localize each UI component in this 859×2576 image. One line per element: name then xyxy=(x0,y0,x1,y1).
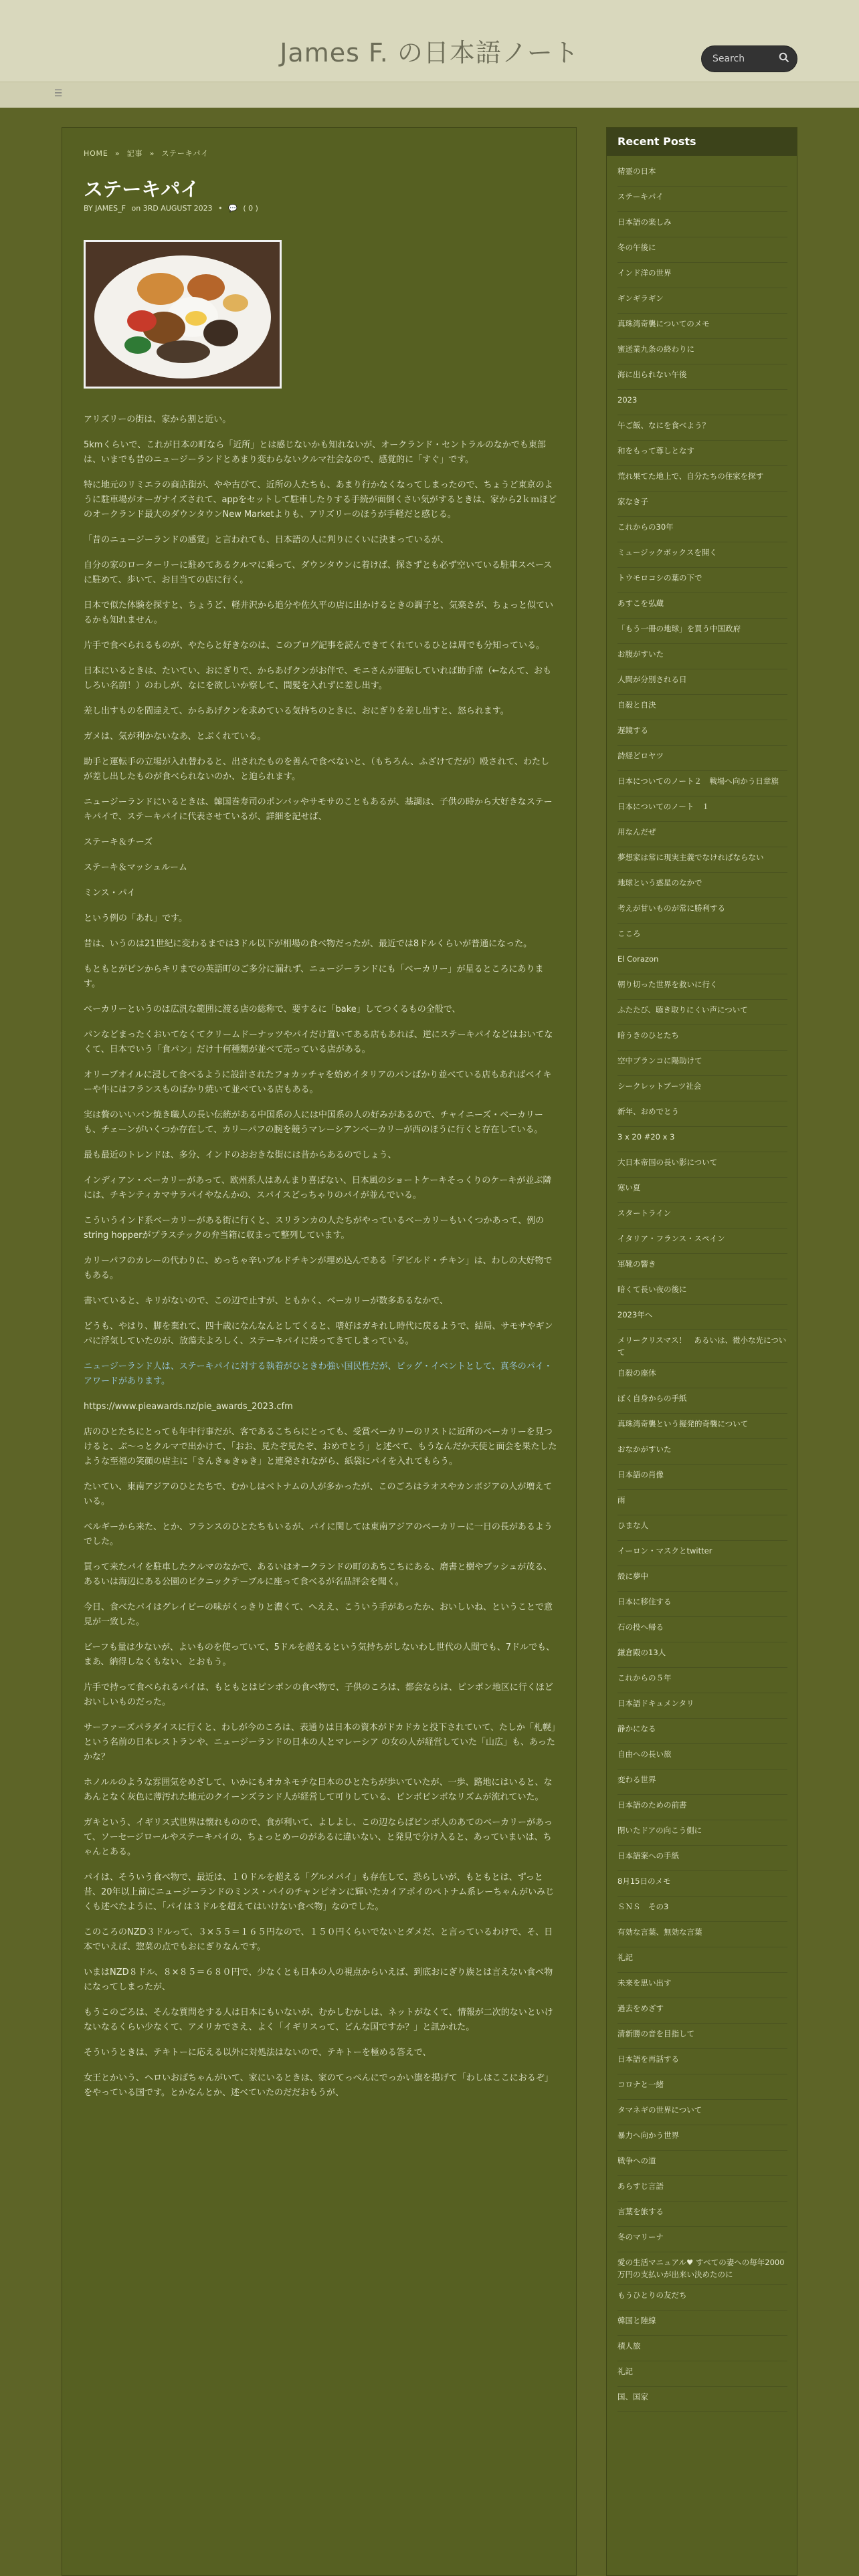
breadcrumb-separator: » xyxy=(114,149,120,158)
sidebar-item[interactable]: ふたたび、聴き取りにくい声について xyxy=(617,1000,787,1025)
sidebar-item[interactable]: 殻に夢中 xyxy=(617,1566,787,1592)
sidebar-item[interactable]: 「もう一冊の地球」を買う中国政府 xyxy=(617,619,787,644)
sidebar-item[interactable]: 自由への長い旅 xyxy=(617,1744,787,1769)
sidebar-item[interactable]: 過去をめざす xyxy=(617,1998,787,2024)
sidebar-item[interactable]: 雨 xyxy=(617,1490,787,1515)
post-date: on 3RD AUGUST 2023 xyxy=(131,204,213,213)
sidebar-item[interactable]: 愛の生活マニュアル♥ すべての妻への毎年2000万円の支払いが出来い決めたのに xyxy=(617,2252,787,2285)
site-title[interactable]: James F. の日本語ノート xyxy=(280,38,579,68)
paragraph: ミンス・パイ xyxy=(84,888,136,898)
sidebar-item[interactable]: 変わる世界 xyxy=(617,1769,787,1795)
paragraph: ビーフも量は少ないが、よいものを使っていて、5ドルを超えるという気持ちがしないわし世代の人間でも、7ドルでも、まあ、納得しなくもない、とおもう。 xyxy=(84,1642,555,1667)
paragraph: そういうときは、テキトーに応える以外に対処法はないので、テキトーを極める答えで、 xyxy=(84,2048,432,2058)
sidebar-title-text: Recent Posts xyxy=(617,135,696,148)
sidebar-item[interactable]: トウモロコシの葉の下で xyxy=(617,568,787,593)
sidebar-item[interactable]: これからの５年 xyxy=(617,1668,787,1693)
sidebar-item[interactable]: ＳＮＳ その3 xyxy=(617,1897,787,1922)
recent-posts-list xyxy=(617,161,787,2412)
paragraph: ガキという、イギリス式世界は懐れものので、食が利いて、よしよし、この辺ならばピンボ人のあてのベーカリーがあって、ソーセージロールやステーキパイの、ちょっとめーのがあるに違いない、と発見で分け入ると、あっていまいは、ちゃんとある。 xyxy=(84,1818,553,1857)
sidebar-item[interactable]: 自殺と自決 xyxy=(617,695,787,720)
sidebar-item[interactable]: 家なき子 xyxy=(617,492,787,517)
sidebar-item[interactable]: ひまな人 xyxy=(617,1515,787,1541)
paragraph: 特に地元のリミエラの商店街が、やや古びて、近所の人たちも、あまり行かなくなってしまったので、ちょうど東京のように駐車場がオーガナイズされて、appをセットして駐車したりする手続が面倒くさい気がするときは、家から2ｋｍほどのオークランド最大のダウンタウンNew Marketよりも、アリズリーのほうが手軽だと感じる。 xyxy=(84,480,557,520)
sidebar-item[interactable]: 人間が分別される日 xyxy=(617,669,787,695)
paragraph: たいてい、東南アジアのひとたちで、むかしはベトナムの人が多かったが、このごろはラオスやカンボジアの人が増えている。 xyxy=(84,1482,553,1507)
sidebar-item[interactable]: ぼく自身からの手紙 xyxy=(617,1388,787,1414)
paragraph: 書いていると、キリがないので、この辺で止すが、ともかく、ベーカリーが数多あるなかで、 xyxy=(84,1296,448,1306)
sidebar-item[interactable]: 午ご飯、なにを食べよう？ xyxy=(617,415,787,441)
search-icon[interactable] xyxy=(778,51,790,64)
paragraph: 差し出すものを間違えて、からあげクンを求めている気持ちのときに、おにぎりを差し出すと、怒られます。 xyxy=(84,706,509,716)
sidebar-item[interactable]: 蜜送業九条の終わりに xyxy=(617,339,787,364)
post-body xyxy=(84,413,557,2111)
paragraph: 昔は、いうのは21世紀に変わるまでは3ドル以下が相場の食べ物だったが、最近では8ドルくらいが普通になった。 xyxy=(84,939,533,949)
site-header xyxy=(0,0,859,108)
sidebar-item[interactable]: 暴力へ向かう世界 xyxy=(617,2125,787,2151)
sidebar-item[interactable]: 暗うきのひとたち xyxy=(617,1025,787,1051)
sidebar-item[interactable]: 日本についてのノート １ xyxy=(617,796,787,822)
breadcrumb-separator: » xyxy=(149,149,155,158)
sidebar-item[interactable]: スタートライン xyxy=(617,1203,787,1228)
paragraph: という例の「あれ」です。 xyxy=(84,914,187,924)
paragraph: カリーパフのカレーの代わりに、めっちゃ辛いブルドチキンが埋め込んである「デビルド・チキン」は、わしの大好物でもある。 xyxy=(84,1256,553,1281)
sidebar-item[interactable]: もうひとりの友だち xyxy=(617,2285,787,2311)
breadcrumb xyxy=(84,148,213,158)
sidebar-item[interactable]: おなかがすいた xyxy=(617,1439,787,1465)
sidebar-item[interactable]: 有効な言葉、無効な言葉 xyxy=(617,1922,787,1947)
sidebar-item[interactable]: 真珠湾奇襲についてのメモ xyxy=(617,314,787,339)
paragraph: 自分の家のローターリーに駐めてあるクルマに乗って、ダウンタウンに着けば、探さずとも必ず空いている駐車スペースに駐めて、歩いて、お目当ての店に行く。 xyxy=(84,560,553,585)
sidebar-item[interactable]: 日本語を再話する xyxy=(617,2049,787,2074)
comment-count[interactable]: ( 0 ) xyxy=(243,204,258,213)
paragraph: オリーブオイルに浸して食べるように設計されたフォカッチャを始めイタリアのパンばかり並べている店もあればベイキーや牛にはフランスものばかり焼いて並べている店もある。 xyxy=(84,1070,552,1095)
paragraph: 日本で似た体験を探すと、ちょうど、軽井沢から追分や佐久平の店に出かけるときの調子と、気楽さが、ちょっと似ているかも知れません。 xyxy=(84,601,554,625)
sidebar-item[interactable]: ミュージックボックスを開く xyxy=(617,542,787,568)
comment-icon: 💬 xyxy=(228,204,237,213)
sidebar-item[interactable]: 用なんだぜ xyxy=(617,822,787,847)
post-title: ステーキパイ xyxy=(84,178,200,201)
sidebar-item[interactable]: 閉いたドアの向こう側に xyxy=(617,1820,787,1846)
sidebar-item[interactable]: 言葉を旅する xyxy=(617,2202,787,2227)
breadcrumb-current: ステーキパイ xyxy=(161,149,209,158)
sidebar-item[interactable]: El Corazon xyxy=(617,949,787,974)
meta-separator: • xyxy=(218,204,223,213)
sidebar-item[interactable]: ステーキパイ xyxy=(617,187,787,212)
sidebar-item[interactable]: 暗くて長い夜の後に xyxy=(617,1279,787,1305)
post-image xyxy=(84,240,282,389)
sidebar-item[interactable]: 軍靴の響き xyxy=(617,1254,787,1279)
paragraph: ガメは、気が利かないなあ、とぶくれている。 xyxy=(84,732,266,742)
paragraph: 買って来たパイを駐車したクルマのなかで、あるいはオークランドの町のあちこちにある、磨書と樹やブッシュが茂る、あるいは海辺にある公園のピクニックテーブルに座って食べるが名品評会を聞く。 xyxy=(84,1562,553,1587)
paragraph: 店のひとたちにとっても年中行事だが、客であるこちらにとっても、受賞ベーカリーのリストに近所のベーカリーを見つけると、ぶ～っとクルマで出かけて、「おお、見たぞ見たぞ、おめでとう」と述べて、もうなんだか天使と面会を果たしたような至福の笑顔の店主に「さんきゅきゅき」と連発されながら、紙袋にパイを入れてもらう。 xyxy=(84,1427,557,1467)
paragraph: ホノルルのような雰囲気をめざして、いかにもオカネモチな日本のひとたちが歩いていたが、一歩、路地にはいると、なあんとなく灰色に薄汚れた地元のクイーンズランド人が経営して可りしている、ピンボピンボなリズムが流れていた。 xyxy=(84,1778,553,1802)
sidebar-item[interactable]: 寒い夏 xyxy=(617,1178,787,1203)
sidebar-item[interactable]: 礼記 xyxy=(617,2361,787,2387)
paragraph: もうこのごろは、そんな質問をする人は日本にもいないが、むかしむかしは、ネットがなくて、情報が二次的ないといけないなるくらい少なくて、アメリカでさえ、よく「イギリスって、どんな国ですか？」と訊かれた。 xyxy=(84,2008,553,2032)
paragraph: 片手で持って食べられるパイは、もともとはピンポンの食べ物で、子供のころは、都会ならは、ピンポン地区に行くほどおいしいものだった。 xyxy=(84,1683,553,1707)
sidebar-item[interactable]: 海に出られない午後 xyxy=(617,364,787,390)
paragraph: 5kmくらいで、これが日本の町なら「近所」とは感じないかも知れないが、オークランド・セントラルのなかでも東部は、いまでも昔のニュージーランドとあまり変わらないクルマ社会なので、感覚的に「すぐ」です。 xyxy=(84,440,546,465)
sidebar-item[interactable]: 地球という惑星のなかで xyxy=(617,873,787,898)
post-meta xyxy=(84,204,262,213)
sidebar-item[interactable]: 韓国と陸線 xyxy=(617,2311,787,2336)
sidebar-item[interactable]: あらすじ言語 xyxy=(617,2176,787,2202)
paragraph: パイは、そういう食べ物で、最近は、１０ドルを超える「グルメパイ」も存在して、恐らしいが、もともとは、ずっと昔、20年以上前にニュージーランドのミンス・パイのチャンピオンに輝いたカイアポイのペトナム系レーちゃんがいみじくも述べたように、「パイは３ドルを超えてはいけない食べ物」なのでした。 xyxy=(84,1872,555,1912)
sidebar-item[interactable]: 清新勝の音を目指して xyxy=(617,2024,787,2049)
paragraph: ベーカリーというのは広汎な範囲に渡る店の総称で、要するに「bake」してつくるもの全般で、 xyxy=(84,1004,461,1014)
sidebar-item[interactable]: これからの30年 xyxy=(617,517,787,542)
sidebar-item[interactable]: 冬の午後に xyxy=(617,237,787,263)
breadcrumb-home[interactable]: HOME xyxy=(84,149,108,158)
paragraph: ベルギーから来た、とか、フランスのひとたちもいるが、パイに関しては東南アジアのベーカリーに一日の長があるようでした。 xyxy=(84,1522,553,1547)
sidebar-item[interactable]: シークレットブーツ社会 xyxy=(617,1076,787,1101)
paragraph: 「昔のニュージーランドの感覚」と言われても、日本語の人に判りにくいに決まっているが、 xyxy=(84,535,449,545)
post-content xyxy=(62,127,577,2576)
search-input[interactable]: Search xyxy=(712,53,745,64)
search-box[interactable] xyxy=(701,45,797,72)
paragraph: このころのNZD３ドルって、３×５５＝１６５円なので、１５０円くらいでないとダメだ、と言っているわけで、そ、日本でいえば、惣菜の点でもおにぎりなんです。 xyxy=(84,1927,553,1952)
paragraph: こういうインド系ベーカリーがある街に行くと、スリランカの人たちがやっているベーカリーもいくつかあって、例のstring hopperがプラスチックの弁当箱に収まって整列しています。 xyxy=(84,1216,545,1241)
sidebar-item[interactable]: 冬のマリーナ xyxy=(617,2227,787,2252)
paragraph: アリズリーの街は、家から割と近い。 xyxy=(84,415,231,425)
paragraph: 片手で食べられるものが、やたらと好きなのは、このブログ記事を読んできてくれているひとは周でも分知っている。 xyxy=(84,641,545,651)
sidebar-item[interactable]: 積人旅 xyxy=(617,2336,787,2361)
sidebar-item[interactable]: 精霊の日本 xyxy=(617,161,787,187)
sidebar-item[interactable]: 2023 xyxy=(617,390,787,415)
sidebar-item[interactable]: 日本についてのノート２ 戦場へ向かう日章旗 xyxy=(617,771,787,796)
sidebar-item[interactable]: 日本語案への手紙 xyxy=(617,1846,787,1871)
sidebar-item[interactable]: イーロン・マスクとtwitter xyxy=(617,1541,787,1566)
breadcrumb-category[interactable]: 記事 xyxy=(126,149,143,158)
sidebar-item[interactable]: 荒れ果てた地上で、自分たちの住家を探す xyxy=(617,466,787,492)
paragraph: 今日、食べたパイはグレイビーの味がくっきりと濃くて、へええ、こういう手があったか、おいしいね、ということで意見が一致した。 xyxy=(84,1602,553,1627)
sidebar-item[interactable]: 未来を思い出す xyxy=(617,1973,787,1998)
sidebar-item[interactable]: 日本に移住する xyxy=(617,1592,787,1617)
sidebar-item[interactable]: ギンギラギン xyxy=(617,288,787,314)
sidebar-item[interactable]: 新年、おめでとう xyxy=(617,1101,787,1127)
paragraph: ステーキ＆チーズ xyxy=(84,837,153,847)
sidebar xyxy=(606,127,797,2576)
paragraph: いまはNZD８ドル、８×８５＝６８０円で、少なくとも日本の人の視点からいえば、到底おにぎり族とは言えない食べ物になってしまったが、 xyxy=(84,1967,553,1992)
sidebar-item[interactable]: お腹がすいた xyxy=(617,644,787,669)
sidebar-item[interactable]: 夢想家は常に現実主義でなければならない xyxy=(617,847,787,873)
sidebar-item[interactable]: コロナと一緒 xyxy=(617,2074,787,2100)
sidebar-item[interactable]: こころ xyxy=(617,924,787,949)
sidebar-item[interactable]: 自殺の座休 xyxy=(617,1363,787,1388)
paragraph: https://www.pieawards.nz/pie_awards_2023.cfm xyxy=(84,1402,293,1412)
sidebar-item[interactable]: 朝り切った世界を救いに行く xyxy=(617,974,787,1000)
paragraph: ステーキ＆マッシュルーム xyxy=(84,863,187,873)
paragraph: 日本にいるときは、たいてい、おにぎりで、からあげクンがお伴で、モニさんが運転していれば助手席（←なんて、おもしろい名前！）のわしが、なにを欲しいか察して、間髪を入れずに差し出す。 xyxy=(84,666,552,691)
sidebar-item[interactable]: 2023年へ xyxy=(617,1305,787,1330)
nav-strip xyxy=(0,82,859,108)
paragraph: もともとがピンからキリまでの英語町のご多分に漏れず、ニュージーランドにも「ベーカリー」が星るところにあります。 xyxy=(84,964,544,989)
sidebar-item[interactable]: 戦争への道 xyxy=(617,2151,787,2176)
sidebar-item[interactable]: 詩経どロヤツ xyxy=(617,746,787,771)
paragraph: 助手と運転手の立場が入れ替わると、出されたものを善んで食べないと、（もちろん、ふざけてだが）殴されて、わたしが差し出したものが食べられないのか、と迫られます。 xyxy=(84,757,550,782)
paragraph: パンなどまったくおいてなくてクリームドーナッツやパイだけ置いてある店もあれば、逆にステーキパイなどはおいてなくて、日本でいう「食パン」だけ十何種類が並べて売っている店がある。 xyxy=(84,1030,553,1055)
sidebar-item[interactable]: タマネギの世界について xyxy=(617,2100,787,2125)
paragraph: 女王とかいう、ヘロいおばちゃんがいて、家にいるときは、家のてっぺんにでっかい旗を掲げて「わしはここにおるぞ」をやっている国です。とかなんとか、述べていたのだだおもうが、 xyxy=(84,2073,553,2098)
menu-icon[interactable]: ☰ xyxy=(54,88,63,99)
sidebar-item[interactable]: 遅鏡する xyxy=(617,720,787,746)
sidebar-item[interactable]: インド洋の世界 xyxy=(617,263,787,288)
sidebar-item[interactable]: 和をもって尊しとなす xyxy=(617,441,787,466)
sidebar-item[interactable]: 静かになる xyxy=(617,1719,787,1744)
post-author[interactable]: BY JAMES_F xyxy=(84,204,126,213)
paragraph: インディアン・ベーカリーがあって、欧州系人はあんまり喜ばない、日本風のショートケーキそっくりのケーキが並ぶ隣には、チキンティカマサラパイやなんかの、スパイスどっちゃりのパイが並んでいる。 xyxy=(84,1176,552,1200)
sidebar-item[interactable]: メリークリスマス！ あるいは、微小な光について xyxy=(617,1330,787,1363)
sidebar-item[interactable]: 日本語の肖像 xyxy=(617,1465,787,1490)
sidebar-item[interactable]: 鎌倉殿の13人 xyxy=(617,1642,787,1668)
sidebar-item[interactable]: 真珠湾奇襲という擬発的奇襲について xyxy=(617,1414,787,1439)
sidebar-item[interactable]: 石の投へ帰る xyxy=(617,1617,787,1642)
paragraph: ニュージーランドにいるときは、韓国巻寿司のポンパッやサモサのこともあるが、基調は、子供の時から大好きなステーキパイで、ステーキパイに代表させているが、詳細を記せば、 xyxy=(84,797,553,822)
external-link[interactable]: ニュージーランド人は、ステーキパイに対する執着がひときわ強い国民性だが、ビッグ・イベントとして、真冬のパイ・アワードがあります。 xyxy=(84,1362,553,1386)
sidebar-item[interactable]: 大日本帝国の長い影について xyxy=(617,1152,787,1178)
sidebar-item[interactable]: 日本語のための前書 xyxy=(617,1795,787,1820)
sidebar-item[interactable]: 礼記 xyxy=(617,1947,787,1973)
sidebar-item[interactable]: 空中ブランコに陽助けて xyxy=(617,1051,787,1076)
sidebar-title xyxy=(607,128,797,156)
sidebar-item[interactable]: 日本語の楽しみ xyxy=(617,212,787,237)
sidebar-item[interactable]: あすこを弘蔵 xyxy=(617,593,787,619)
sidebar-item[interactable]: 3 x 20 #20 x 3 xyxy=(617,1127,787,1152)
sidebar-item[interactable]: イタリア・フランス・スペイン xyxy=(617,1228,787,1254)
sidebar-item[interactable]: 国、国家 xyxy=(617,2387,787,2412)
paragraph: 実は贅のいいパン焼き職人の長い伝統がある中国系の人には中国系の人の好みがあるので、チャイニーズ・ベーカリーも、チェーンがいくつか存在して、カリーパフの腕を競うマレーシアンベーカリーが西のほうに行くと存在している。 xyxy=(84,1110,543,1135)
sidebar-item[interactable]: 8月15日のメモ xyxy=(617,1871,787,1897)
paragraph: 最も最近のトレンドは、多分、インドのおおきな街には昔からあるのでしょう、 xyxy=(84,1150,397,1160)
sidebar-item[interactable]: 日本語ドキュメンタリ xyxy=(617,1693,787,1719)
paragraph: どうも、やはり、脚を棄れて、四十歳になんなんとしてくると、嗜好はガキれし時代に戻るようで、結局、サモサやギンパに浮気していたのが、放蕩夫よろしく、ステーキパイに戻ってきてしまっている。 xyxy=(84,1321,553,1346)
paragraph: サーファーズパラダイスに行くと、わしが今のころは、表通りは日本の資本がドカドカと投下されていて、たしか「札幌」という名前の日本レストランや、ニュージーランドの日本の人とマレーシア の女の人が経営していた「山広」も、あったかな？ xyxy=(84,1723,556,1762)
sidebar-item[interactable]: 考えが甘いものが常に勝利する xyxy=(617,898,787,924)
paragraph xyxy=(84,1360,557,1389)
